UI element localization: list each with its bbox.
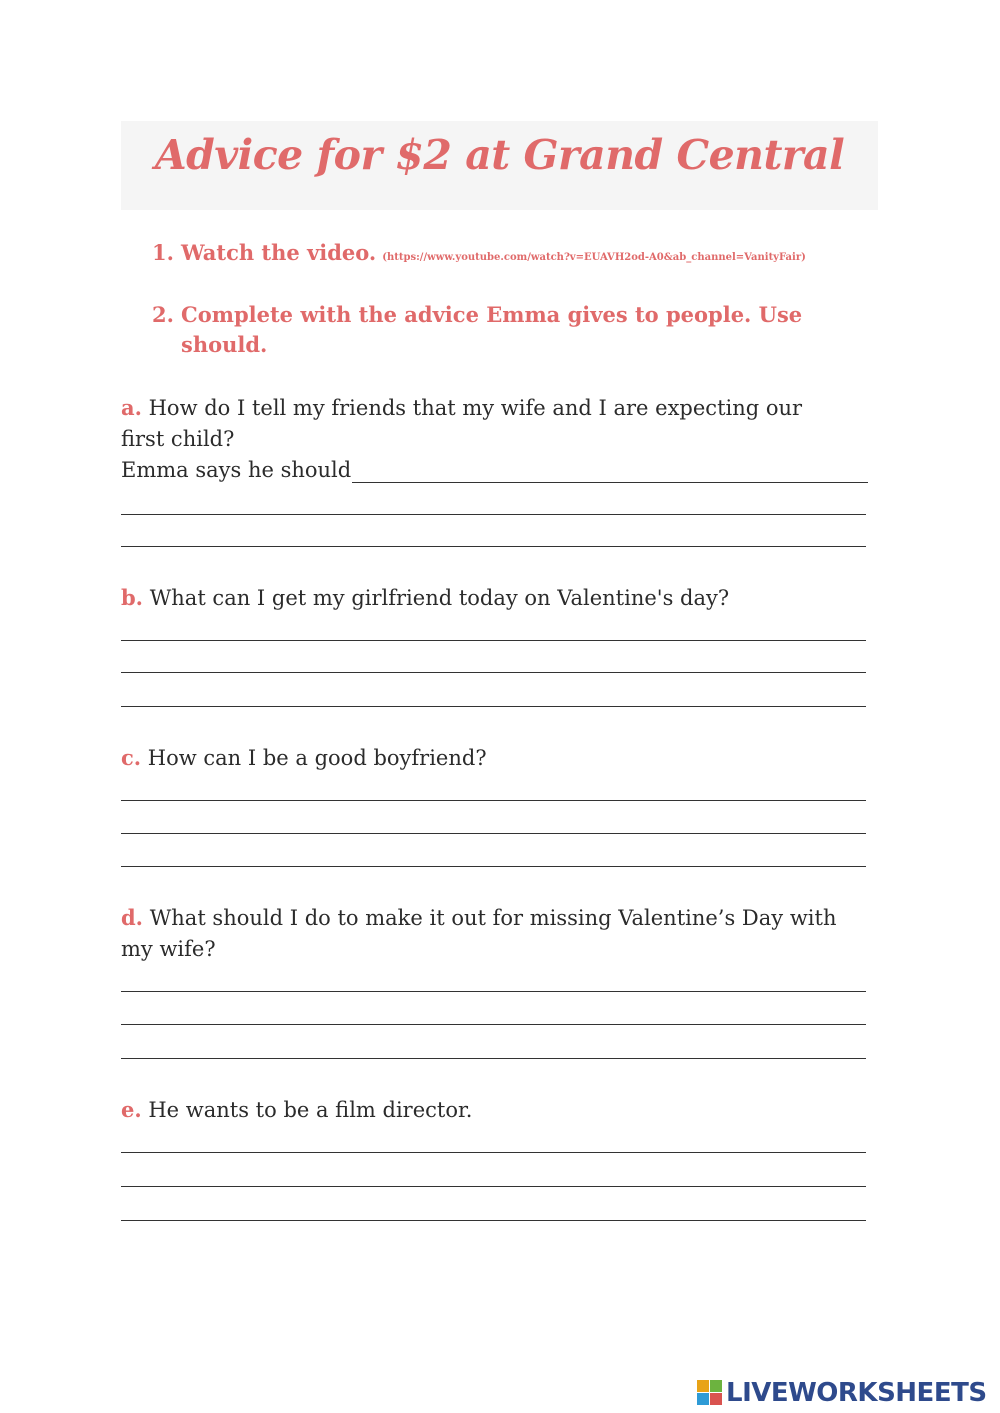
- question-text: He wants to be a film director.: [148, 1098, 473, 1122]
- question-text: How can I be a good boyfriend?: [147, 746, 487, 770]
- question-e: [121, 1094, 866, 1126]
- answer-line[interactable]: [121, 1024, 866, 1025]
- question-text: What should I do to make it out for missing Valentine’s Day with my wife?: [121, 906, 837, 961]
- answer-line[interactable]: [121, 640, 866, 641]
- question-letter: a.: [121, 395, 142, 420]
- answer-line[interactable]: [121, 833, 866, 834]
- video-link[interactable]: (https://www.youtube.com/watch?v=EUAVH2od-A0&ab_channel=VanityFair): [382, 252, 806, 263]
- liveworksheets-logo: [697, 1378, 987, 1408]
- answer-line[interactable]: [121, 672, 866, 673]
- logo-text: LIVEWORKSHEETS: [726, 1378, 987, 1408]
- question-letter: d.: [121, 905, 143, 930]
- answer-line[interactable]: [121, 1220, 866, 1221]
- answer-line[interactable]: [121, 800, 866, 801]
- question-c: [121, 742, 866, 774]
- instruction-text: Watch the video.: [181, 240, 377, 265]
- title-banner: [121, 121, 878, 210]
- instruction-1: [152, 238, 806, 273]
- question-b: [121, 582, 866, 614]
- answer-line[interactable]: [121, 706, 866, 707]
- answer-line[interactable]: [121, 1186, 866, 1187]
- logo-grid-icon: [697, 1380, 723, 1406]
- answer-line[interactable]: [121, 546, 866, 547]
- question-letter: c.: [121, 745, 142, 770]
- answer-line[interactable]: [121, 866, 866, 867]
- emma-prompt: Emma says he should: [121, 458, 352, 482]
- question-d: [121, 902, 866, 965]
- question-letter: e.: [121, 1097, 142, 1122]
- instruction-number: 1.: [152, 240, 174, 265]
- answer-line[interactable]: [121, 991, 866, 992]
- instruction-2: [152, 300, 832, 360]
- instruction-number: 2.: [152, 302, 174, 327]
- answer-line[interactable]: [121, 1152, 866, 1153]
- answer-line[interactable]: [352, 482, 868, 483]
- instruction-text: Complete with the advice Emma gives to people. Use should.: [181, 302, 803, 357]
- answer-line[interactable]: [121, 514, 866, 515]
- question-text: How do I tell my friends that my wife and I are expecting our first child?: [121, 396, 803, 451]
- question-text: What can I get my girlfriend today on Valentine's day?: [149, 586, 730, 610]
- question-a: [121, 392, 841, 455]
- answer-line[interactable]: [121, 1058, 866, 1059]
- question-letter: b.: [121, 585, 143, 610]
- page-title: Advice for $2 at Grand Central: [154, 131, 845, 179]
